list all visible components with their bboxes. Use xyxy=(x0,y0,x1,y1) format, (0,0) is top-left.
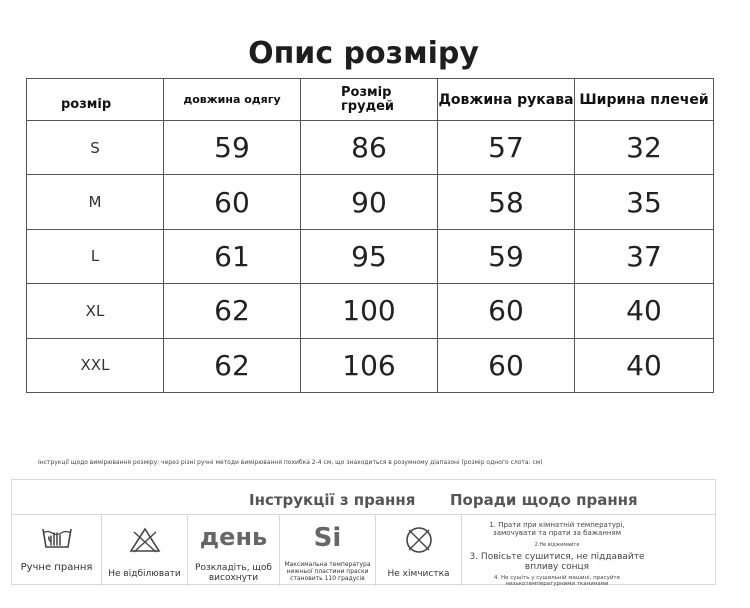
care-item-dry-flat xyxy=(188,515,280,586)
care-item-no-bleach xyxy=(102,515,188,586)
value-cell: 62 xyxy=(164,284,301,338)
tip-item: 4. Не сушіть у сушильній машині, прасуйте низькотемпературними тканинами xyxy=(493,575,621,587)
measurement-note: Інструкції щодо вимірювання розміру: через різні ручні методи вимірювання похибка 2-4 см, що знаходиться в розумному діапазоні (розмір одного слота: см) xyxy=(38,459,543,466)
value-cell: 35 xyxy=(575,175,714,229)
value-cell: 58 xyxy=(438,175,575,229)
size-table xyxy=(26,78,714,393)
care-tips xyxy=(467,521,647,587)
tip-item: 3. Повісьте сушитися, не піддавайте впливу сонця xyxy=(469,552,645,572)
care-label: Не хімчистка xyxy=(387,569,450,579)
value-cell: 100 xyxy=(301,284,438,338)
care-instructions-title: Інструкції з прання xyxy=(249,491,416,509)
tip-item: 1. Прати при кімнатній температурі, замочувати та прати за бажанням xyxy=(489,521,625,537)
care-item-hand-wash xyxy=(12,515,102,586)
value-cell: 62 xyxy=(164,338,301,392)
value-cell: 61 xyxy=(164,229,301,283)
value-cell: 86 xyxy=(301,121,438,175)
dry-flat-symbol: день xyxy=(199,523,268,551)
value-cell: 60 xyxy=(164,175,301,229)
value-cell: 40 xyxy=(575,284,714,338)
table-row xyxy=(27,121,714,175)
care-icons-row xyxy=(12,514,715,586)
care-item-iron xyxy=(280,515,376,586)
value-cell: 37 xyxy=(575,229,714,283)
table-row xyxy=(27,229,714,283)
care-label: Розкладіть, щоб висохнути xyxy=(195,563,272,583)
no-bleach-icon xyxy=(102,527,187,553)
header-chest: Розмір грудей xyxy=(301,79,438,121)
value-cell: 60 xyxy=(438,284,575,338)
value-cell: 57 xyxy=(438,121,575,175)
tip-item: 2.Не віджимайте xyxy=(534,542,580,548)
table-row xyxy=(27,175,714,229)
care-header xyxy=(12,480,715,514)
table-row xyxy=(27,338,714,392)
value-cell: 60 xyxy=(438,338,575,392)
care-item-no-dry-clean xyxy=(376,515,462,586)
value-cell: 90 xyxy=(301,175,438,229)
value-cell: 40 xyxy=(575,338,714,392)
table-row xyxy=(27,284,714,338)
value-cell: 59 xyxy=(164,121,301,175)
value-cell: 106 xyxy=(301,338,438,392)
header-sleeve: Довжина рукава xyxy=(438,79,575,121)
value-cell: 59 xyxy=(438,229,575,283)
size-cell: XXL xyxy=(27,338,164,392)
care-label: Максимальна температура нижньої пластини праски становить 110 градусів xyxy=(284,561,371,582)
size-cell: S xyxy=(27,121,164,175)
size-cell: L xyxy=(27,229,164,283)
page-title: Опис розміру xyxy=(248,36,479,71)
care-label: Не відбілювати xyxy=(108,569,181,579)
iron-symbol: Si xyxy=(313,523,342,553)
value-cell: 95 xyxy=(301,229,438,283)
care-panel xyxy=(11,479,716,585)
header-size: розмір xyxy=(27,79,164,121)
no-dry-clean-icon xyxy=(376,525,461,555)
hand-wash-icon xyxy=(12,525,101,551)
care-tips-title: Поради щодо прання xyxy=(450,491,638,509)
size-cell: XL xyxy=(27,284,164,338)
value-cell: 32 xyxy=(575,121,714,175)
header-shoulder: Ширина плечей xyxy=(575,79,714,121)
table-header-row xyxy=(27,79,714,121)
size-cell: M xyxy=(27,175,164,229)
care-label: Ручне прання xyxy=(20,562,93,573)
header-length: довжина одягу xyxy=(164,79,301,121)
